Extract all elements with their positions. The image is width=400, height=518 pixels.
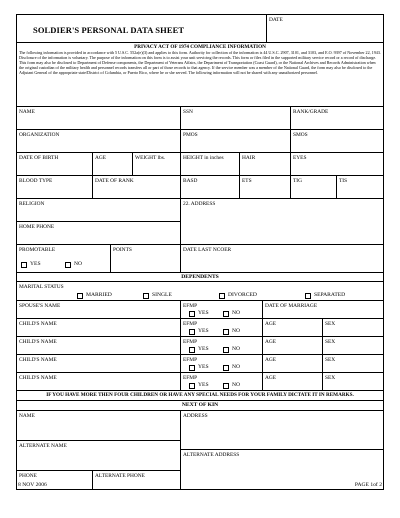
child-efmp-field (181, 319, 263, 336)
child-name-label: CHILD'S NAME (19, 339, 57, 345)
child-efmp-no-option[interactable] (223, 364, 240, 371)
next-of-kin-heading-row (17, 401, 383, 411)
spouse-efmp-no-option[interactable] (223, 310, 240, 317)
promotable-no-option[interactable] (65, 261, 82, 268)
address-field[interactable] (181, 199, 383, 245)
date-last-ncoer-label: DATE LAST NCOER (183, 247, 232, 253)
child-age-field[interactable] (263, 319, 323, 336)
child-efmp-yes-label: YES (198, 382, 209, 388)
date-last-ncoer-field[interactable] (181, 245, 383, 272)
child-efmp-field (181, 355, 263, 372)
date-label: DATE (269, 17, 283, 23)
child-efmp-no-option[interactable] (223, 382, 240, 389)
weight-label: WEIGHT lbs. (135, 155, 166, 161)
promotion-row (17, 245, 383, 273)
child-efmp-no-label: NO (232, 364, 241, 370)
divorced-label: DIVORCED (228, 292, 257, 298)
separated-option[interactable] (305, 292, 345, 299)
single-option[interactable] (143, 292, 172, 299)
age-field[interactable] (93, 153, 133, 175)
child-efmp-no-option[interactable] (223, 346, 240, 353)
special-needs-note-row (17, 391, 383, 401)
promotable-yes-option[interactable] (21, 261, 41, 268)
child-efmp-no-checkbox[interactable] (223, 383, 229, 389)
child-efmp-no-label: NO (232, 328, 241, 334)
pmos-field[interactable] (181, 130, 291, 152)
nok-alternate-address-label: ALTERNATE ADDRESS (183, 452, 240, 458)
tis-label: TIS (339, 178, 348, 184)
tis-field[interactable] (337, 176, 383, 198)
nok-address-label: ADDRESS (183, 413, 208, 419)
pmos-label: PMOS (183, 132, 198, 138)
hair-label: HAIR (242, 155, 256, 161)
name-label: NAME (19, 109, 35, 115)
blood-type-label: BLOOD TYPE (19, 178, 53, 184)
tig-field[interactable] (291, 176, 337, 198)
personal-data-form (16, 14, 384, 490)
married-checkbox[interactable] (77, 293, 83, 299)
spouse-name-label: SPOUSE'S NAME (19, 303, 61, 309)
form-date: 8 NOV 2006 (18, 482, 47, 488)
child-efmp-yes-checkbox[interactable] (189, 347, 195, 353)
promotable-no-label: NO (74, 261, 83, 267)
child-row (17, 373, 383, 391)
organization-row (17, 130, 383, 153)
title-row (17, 15, 383, 43)
date-of-marriage-field[interactable] (263, 301, 383, 318)
spouse-efmp-label: EFMP (183, 303, 198, 309)
single-checkbox[interactable] (143, 293, 149, 299)
privacy-act-text: The following information is provided in accordance with 5 U.S.C. 552a(e)(3) and applies to this form. Authority for collection of the information is 44 U.S.C. 2907, 3101, and 3103, and E.O. 9397 of November 22, 1943. Disclosure of the information is voluntary. The purpose of the information on this form is to assist your unit servicing the records. This form or files filed in the supported military service record or a record of discharge. This form may also be disclosed to Department of Defense components, the Department of Veterans Affairs, the Department of Transportation (Coast Guard), or the National Archives and Records Administration when the original custodian of the military health and personnel records transfers all or part of those records to that agency. If the service member was a member of the National Guard, the form may also be disclosed to the Adjutant General of the appropriate state/District of Columbia, or Puerto Rico, where he or she served. The following information will not be shared with any unauthorized personnel. (19, 50, 381, 76)
privacy-act-section (17, 43, 383, 107)
ets-label: ETS (242, 178, 252, 184)
rank-grade-label: RANK/GRADE (293, 109, 329, 115)
home-phone-field[interactable] (17, 222, 181, 245)
child-name-label: CHILD'S NAME (19, 321, 57, 327)
basd-label: BASD (183, 178, 198, 184)
child-efmp-yes-option[interactable] (189, 346, 209, 353)
spouse-efmp-yes-checkbox[interactable] (189, 311, 195, 317)
child-efmp-no-option[interactable] (223, 328, 240, 335)
physical-row (17, 153, 383, 176)
child-age-label: AGE (265, 375, 277, 381)
ssn-label: SSN (183, 109, 193, 115)
separated-checkbox[interactable] (305, 293, 311, 299)
title-cell (17, 15, 267, 42)
religion-field[interactable] (17, 199, 181, 222)
promotable-yes-label: YES (30, 261, 41, 267)
marital-status-label: MARITAL STATUS (19, 284, 64, 290)
eyes-label: EYES (293, 155, 307, 161)
child-age-field[interactable] (263, 355, 323, 372)
separated-label: SEPARATED (314, 292, 346, 298)
points-label: POINTS (113, 247, 132, 253)
child-efmp-yes-option[interactable] (189, 328, 209, 335)
nok-phone-label: PHONE (19, 473, 37, 479)
organization-field[interactable] (17, 130, 181, 152)
child-efmp-yes-label: YES (198, 364, 209, 370)
height-field[interactable] (181, 153, 240, 175)
tig-label: TIG (293, 178, 302, 184)
child-sex-field[interactable] (323, 355, 383, 372)
child-name-field[interactable] (17, 355, 181, 372)
nok-alternate-name-field[interactable] (17, 441, 181, 471)
weight-field[interactable] (133, 153, 181, 175)
child-name-label: CHILD'S NAME (19, 375, 57, 381)
child-sex-label: SEX (325, 375, 336, 381)
child-efmp-label: EFMP (183, 375, 198, 381)
child-age-label: AGE (265, 357, 277, 363)
promotable-label: PROMOTABLE (19, 247, 56, 253)
child-name-field[interactable] (17, 337, 181, 354)
nok-alternate-phone-label: ALTERNATE PHONE (95, 473, 145, 479)
spouse-efmp-field (181, 301, 263, 318)
spouse-name-field[interactable] (17, 301, 181, 318)
age-label: AGE (95, 155, 107, 161)
ets-field[interactable] (240, 176, 291, 198)
child-efmp-yes-checkbox[interactable] (189, 365, 195, 371)
spouse-efmp-no-checkbox[interactable] (223, 311, 229, 317)
child-age-label: AGE (265, 339, 277, 345)
organization-label: ORGANIZATION (19, 132, 60, 138)
nok-alternate-name-label: ALTERNATE NAME (19, 443, 67, 449)
dependents-heading: DEPENDENTS (181, 274, 219, 280)
child-efmp-no-label: NO (232, 346, 241, 352)
points-field[interactable] (111, 245, 181, 272)
dependents-heading-row (17, 273, 383, 282)
marital-status-row (17, 282, 383, 301)
child-efmp-yes-option[interactable] (189, 364, 209, 371)
child-age-field[interactable] (263, 373, 323, 390)
date-of-marriage-label: DATE OF MARRIAGE (265, 303, 318, 309)
nok-name-field[interactable] (17, 411, 181, 441)
date-of-birth-label: DATE OF BIRTH (19, 155, 59, 161)
child-row (17, 319, 383, 337)
page-number: PAGE 1of 2 (354, 482, 382, 488)
nok-alternate-phone-field[interactable] (93, 471, 181, 489)
home-phone-label: HOME PHONE (19, 224, 55, 230)
child-row (17, 337, 383, 355)
married-label: MARRIED (86, 292, 112, 298)
child-name-field[interactable] (17, 373, 181, 390)
child-efmp-field (181, 373, 263, 390)
special-needs-note: IF YOU HAVE MORE THEN FOUR CHILDREN OR HAVE ANY SPECIAL NEEDS FOR YOUR FAMILY DICTATE IT IN REMARKS. (46, 392, 354, 398)
child-sex-field[interactable] (323, 337, 383, 354)
child-row (17, 355, 383, 373)
hair-field[interactable] (240, 153, 291, 175)
child-efmp-yes-label: YES (198, 328, 209, 334)
child-efmp-no-checkbox[interactable] (223, 347, 229, 353)
date-of-rank-label: DATE OF RANK (95, 178, 134, 184)
date-cell[interactable] (267, 15, 383, 42)
child-age-label: AGE (265, 321, 277, 327)
form-title: SOLDIER'S PERSONAL DATA SHEET (33, 25, 185, 35)
divorced-checkbox[interactable] (219, 293, 225, 299)
child-efmp-yes-option[interactable] (189, 382, 209, 389)
name-field[interactable] (17, 107, 181, 129)
height-label: HEIGHT in inches (183, 155, 224, 161)
child-name-label: CHILD'S NAME (19, 357, 57, 363)
single-label: SINGLE (152, 292, 172, 298)
married-option[interactable] (77, 292, 112, 299)
child-efmp-yes-checkbox[interactable] (189, 383, 195, 389)
basd-field[interactable] (181, 176, 240, 198)
service-dates-row (17, 176, 383, 199)
child-sex-field[interactable] (323, 319, 383, 336)
name-row (17, 107, 383, 130)
eyes-field[interactable] (291, 153, 383, 175)
child-sex-label: SEX (325, 357, 336, 363)
promotable-yes-checkbox[interactable] (21, 262, 27, 268)
child-sex-field[interactable] (323, 373, 383, 390)
rank-grade-field[interactable] (291, 107, 383, 129)
spouse-efmp-yes-label: YES (198, 310, 209, 316)
nok-alternate-address-field[interactable] (181, 450, 383, 489)
ssn-field[interactable] (181, 107, 291, 129)
child-efmp-label: EFMP (183, 321, 198, 327)
promotable-field (17, 245, 111, 272)
divorced-option[interactable] (219, 292, 257, 299)
smos-label: SMOS (293, 132, 308, 138)
child-efmp-label: EFMP (183, 339, 198, 345)
spouse-row (17, 301, 383, 319)
privacy-act-title: PRIVACY ACT OF 1974 COMPLIANCE INFORMATION (134, 44, 266, 50)
blood-type-field[interactable] (17, 176, 93, 198)
child-efmp-no-checkbox[interactable] (223, 365, 229, 371)
child-efmp-label: EFMP (183, 357, 198, 363)
date-of-birth-field[interactable] (17, 153, 93, 175)
spouse-efmp-no-label: NO (232, 310, 241, 316)
child-efmp-no-checkbox[interactable] (223, 329, 229, 335)
date-of-rank-field[interactable] (93, 176, 181, 198)
child-age-field[interactable] (263, 337, 323, 354)
child-name-field[interactable] (17, 319, 181, 336)
smos-field[interactable] (291, 130, 383, 152)
child-efmp-yes-checkbox[interactable] (189, 329, 195, 335)
child-efmp-no-label: NO (232, 382, 241, 388)
nok-address-field[interactable] (181, 411, 383, 450)
nok-name-label: NAME (19, 413, 35, 419)
religion-label: RELIGION (19, 201, 45, 207)
child-sex-label: SEX (325, 339, 336, 345)
child-sex-label: SEX (325, 321, 336, 327)
child-efmp-field (181, 337, 263, 354)
address-label: 22. ADDRESS (183, 201, 216, 207)
next-of-kin-heading: NEXT OF KIN (181, 402, 219, 408)
spouse-efmp-yes-option[interactable] (189, 310, 209, 317)
promotable-no-checkbox[interactable] (65, 262, 71, 268)
child-efmp-yes-label: YES (198, 346, 209, 352)
